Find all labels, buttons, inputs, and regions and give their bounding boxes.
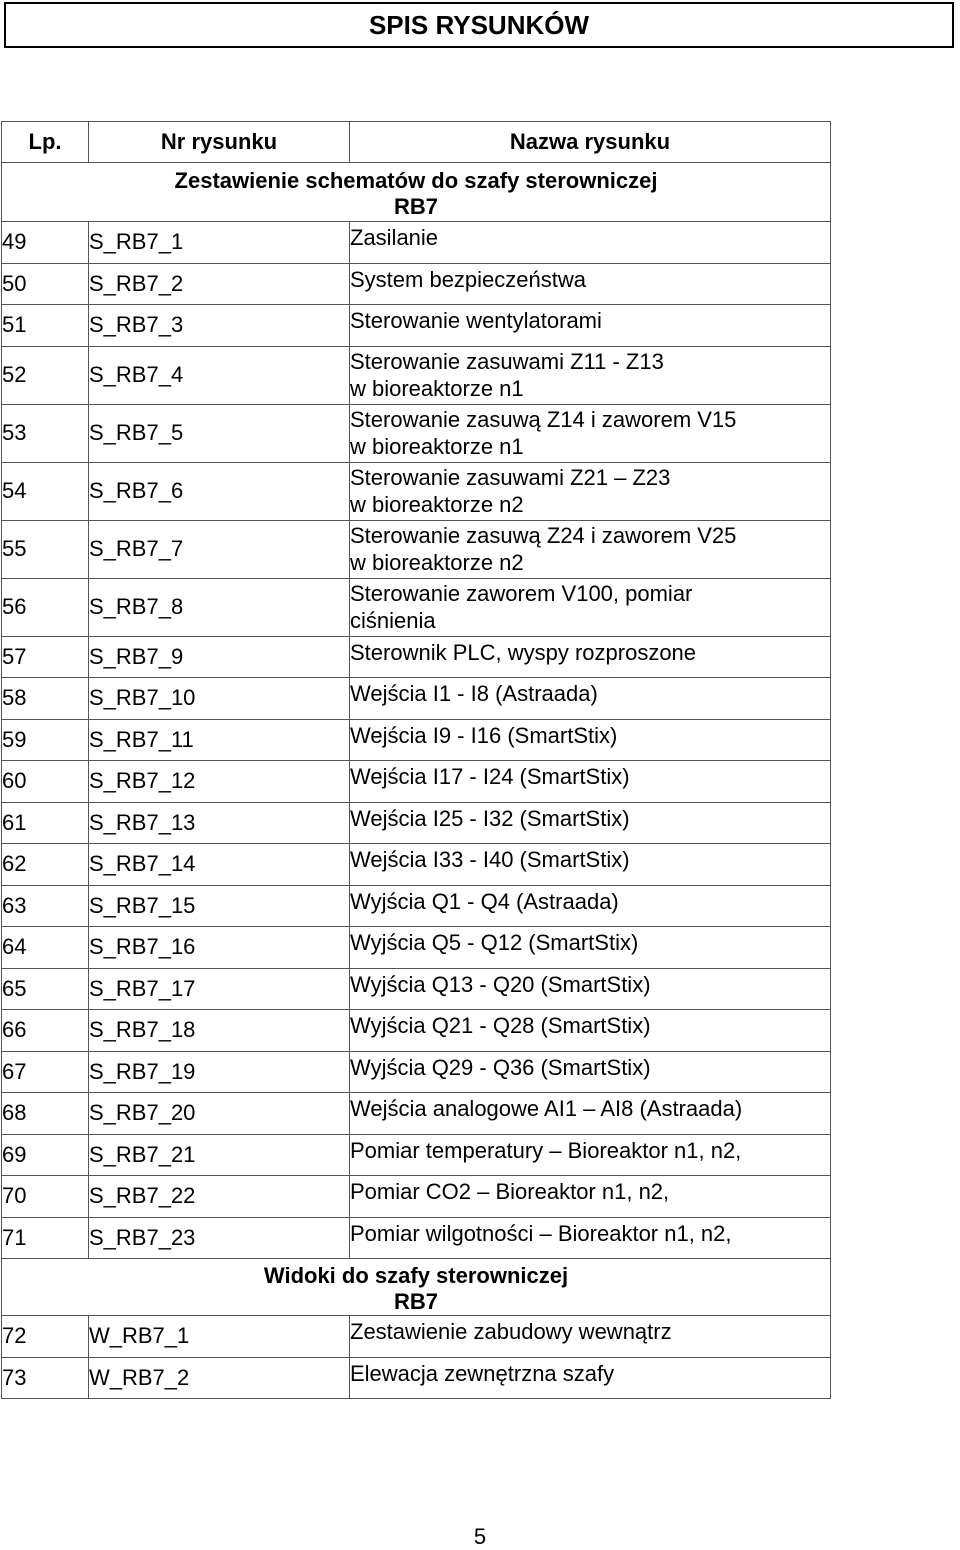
page-number: 5 xyxy=(473,1524,487,1549)
page-title: SPIS RYSUNKÓW xyxy=(368,9,590,40)
figures-table xyxy=(1,121,831,1399)
row-lp: 51 xyxy=(2,305,89,347)
row-name-line: Pomiar wilgotności – Bioreaktor n1, n2, xyxy=(350,1220,732,1246)
table-row xyxy=(2,1093,831,1135)
row-lp: 60 xyxy=(2,761,89,803)
row-name xyxy=(350,1217,831,1259)
row-name-line: Wejścia I25 - I32 (SmartStix) xyxy=(350,805,630,831)
section-line: RB7 xyxy=(393,1289,438,1314)
page-title-box xyxy=(4,2,954,48)
row-name-line: Pomiar CO2 – Bioreaktor n1, n2, xyxy=(350,1179,670,1204)
row-nr: S_RB7_10 xyxy=(89,678,350,720)
row-name xyxy=(350,761,831,803)
header-lp: Lp. xyxy=(2,122,89,163)
table-row xyxy=(2,927,831,969)
table-row xyxy=(2,404,831,462)
row-name-line: Sterowanie wentylatorami xyxy=(350,308,602,333)
row-lp: 56 xyxy=(2,578,89,636)
row-lp: 71 xyxy=(2,1217,89,1259)
table-row xyxy=(2,968,831,1010)
table-row xyxy=(2,844,831,886)
row-lp: 53 xyxy=(2,404,89,462)
row-nr: S_RB7_3 xyxy=(89,305,350,347)
table-row xyxy=(2,520,831,578)
row-lp: 59 xyxy=(2,719,89,761)
row-nr: S_RB7_16 xyxy=(89,927,350,969)
row-lp: 58 xyxy=(2,678,89,720)
row-lp: 63 xyxy=(2,885,89,927)
row-lp: 64 xyxy=(2,927,89,969)
table-row xyxy=(2,678,831,720)
header-name: Nazwa rysunku xyxy=(350,122,831,163)
row-name xyxy=(350,678,831,720)
section-line: RB7 xyxy=(393,194,438,219)
row-nr: S_RB7_13 xyxy=(89,802,350,844)
row-nr: S_RB7_12 xyxy=(89,761,350,803)
section-row-schematics xyxy=(2,163,831,222)
row-name-line: Wejścia I1 - I8 (Astraada) xyxy=(350,681,598,706)
row-lp: 73 xyxy=(2,1357,89,1399)
row-name-line: Zasilanie xyxy=(350,225,439,250)
row-name-line: System bezpieczeństwa xyxy=(350,266,586,292)
row-lp: 50 xyxy=(2,263,89,305)
row-lp: 52 xyxy=(2,346,89,404)
header-nr: Nr rysunku xyxy=(89,122,350,163)
row-name-line: Sterowanie zasuwą Z24 i zaworem V25 xyxy=(350,523,737,548)
row-nr: W_RB7_1 xyxy=(89,1316,350,1358)
row-name-line: Elewacja zewnętrzna szafy xyxy=(350,1360,615,1386)
row-lp: 72 xyxy=(2,1316,89,1358)
row-name-line: Wyjścia Q13 - Q20 (SmartStix) xyxy=(350,971,651,997)
row-name xyxy=(350,636,831,678)
row-name xyxy=(350,719,831,761)
row-name xyxy=(350,404,831,462)
row-lp: 67 xyxy=(2,1051,89,1093)
row-lp: 65 xyxy=(2,968,89,1010)
row-name xyxy=(350,222,831,264)
table-row xyxy=(2,305,831,347)
row-lp: 49 xyxy=(2,222,89,264)
row-name-line: Sterowanie zaworem V100, pomiar xyxy=(350,581,693,606)
table-row xyxy=(2,1176,831,1218)
row-name xyxy=(350,305,831,347)
row-name xyxy=(350,1357,831,1399)
section-line: Widoki do szafy sterowniczej xyxy=(263,1263,569,1288)
row-name xyxy=(350,885,831,927)
row-nr: S_RB7_18 xyxy=(89,1010,350,1052)
row-nr: S_RB7_15 xyxy=(89,885,350,927)
row-nr: S_RB7_11 xyxy=(89,719,350,761)
row-name-line: Sterownik PLC, wyspy rozproszone xyxy=(350,639,697,665)
row-name-line: Sterowanie zasuwami Z11 - Z13 xyxy=(350,349,664,374)
row-name-line: Wyjścia Q29 - Q36 (SmartStix) xyxy=(350,1054,651,1080)
row-nr: S_RB7_20 xyxy=(89,1093,350,1135)
table-row xyxy=(2,1217,831,1259)
row-name-line: Sterowanie zasuwą Z14 i zaworem V15 xyxy=(350,407,737,432)
section-title-views xyxy=(2,1259,831,1316)
row-nr: S_RB7_5 xyxy=(89,404,350,462)
row-name-line: ciśnienia xyxy=(350,608,436,633)
row-name xyxy=(350,1010,831,1052)
table-row xyxy=(2,761,831,803)
row-name xyxy=(350,1093,831,1135)
row-nr: S_RB7_6 xyxy=(89,462,350,520)
table-row xyxy=(2,1134,831,1176)
row-nr: S_RB7_4 xyxy=(89,346,350,404)
row-name xyxy=(350,520,831,578)
row-name xyxy=(350,968,831,1010)
row-name xyxy=(350,1176,831,1218)
row-lp: 68 xyxy=(2,1093,89,1135)
row-lp: 57 xyxy=(2,636,89,678)
table-row xyxy=(2,802,831,844)
row-name-line: Wejścia analogowe AI1 – AI8 (Astraada) xyxy=(350,1096,743,1121)
row-lp: 66 xyxy=(2,1010,89,1052)
row-lp: 61 xyxy=(2,802,89,844)
row-nr: S_RB7_21 xyxy=(89,1134,350,1176)
row-lp: 55 xyxy=(2,520,89,578)
row-nr: S_RB7_1 xyxy=(89,222,350,264)
table-row xyxy=(2,346,831,404)
section-row-views xyxy=(2,1259,831,1316)
row-nr: S_RB7_9 xyxy=(89,636,350,678)
row-lp: 69 xyxy=(2,1134,89,1176)
row-name xyxy=(350,802,831,844)
row-lp: 70 xyxy=(2,1176,89,1218)
row-name xyxy=(350,462,831,520)
row-name-line: Wyjścia Q5 - Q12 (SmartStix) xyxy=(350,930,639,955)
row-nr: S_RB7_23 xyxy=(89,1217,350,1259)
row-nr: S_RB7_2 xyxy=(89,263,350,305)
row-name-line: w bioreaktorze n1 xyxy=(350,376,524,401)
row-nr: S_RB7_17 xyxy=(89,968,350,1010)
row-name xyxy=(350,1134,831,1176)
row-name xyxy=(350,346,831,404)
row-name xyxy=(350,263,831,305)
row-name-line: Sterowanie zasuwami Z21 – Z23 xyxy=(350,465,671,490)
row-nr: S_RB7_14 xyxy=(89,844,350,886)
table-row xyxy=(2,1357,831,1399)
table-row xyxy=(2,222,831,264)
row-nr: S_RB7_19 xyxy=(89,1051,350,1093)
row-nr: S_RB7_22 xyxy=(89,1176,350,1218)
row-name-line: w bioreaktorze n1 xyxy=(350,434,524,459)
section-line: Zestawienie schematów do szafy sterowniczej xyxy=(174,168,658,193)
row-name xyxy=(350,1051,831,1093)
table-row xyxy=(2,885,831,927)
row-name-line: Wejścia I9 - I16 (SmartStix) xyxy=(350,722,618,748)
table-row xyxy=(2,1316,831,1358)
row-name-line: w bioreaktorze n2 xyxy=(350,550,524,575)
row-name-line: Zestawienie zabudowy wewnątrz xyxy=(350,1319,672,1344)
row-name xyxy=(350,1316,831,1358)
table-row xyxy=(2,462,831,520)
row-name-line: Wyjścia Q1 - Q4 (Astraada) xyxy=(350,888,619,914)
row-name xyxy=(350,927,831,969)
table-row xyxy=(2,636,831,678)
table-header-row xyxy=(2,122,831,163)
row-name xyxy=(350,578,831,636)
row-name xyxy=(350,844,831,886)
table-row xyxy=(2,578,831,636)
row-name-line: Wejścia I17 - I24 (SmartStix) xyxy=(350,764,630,789)
table-row xyxy=(2,263,831,305)
table-row xyxy=(2,719,831,761)
section-title-schematics xyxy=(2,163,831,222)
table-row xyxy=(2,1010,831,1052)
table-row xyxy=(2,1051,831,1093)
row-lp: 54 xyxy=(2,462,89,520)
row-name-line: Wejścia I33 - I40 (SmartStix) xyxy=(350,847,630,872)
row-name-line: Pomiar temperatury – Bioreaktor n1, n2, xyxy=(350,1137,742,1163)
row-lp: 62 xyxy=(2,844,89,886)
row-nr: S_RB7_7 xyxy=(89,520,350,578)
row-nr: S_RB7_8 xyxy=(89,578,350,636)
row-nr: W_RB7_2 xyxy=(89,1357,350,1399)
row-name-line: Wyjścia Q21 - Q28 (SmartStix) xyxy=(350,1013,651,1038)
row-name-line: w bioreaktorze n2 xyxy=(350,492,524,517)
